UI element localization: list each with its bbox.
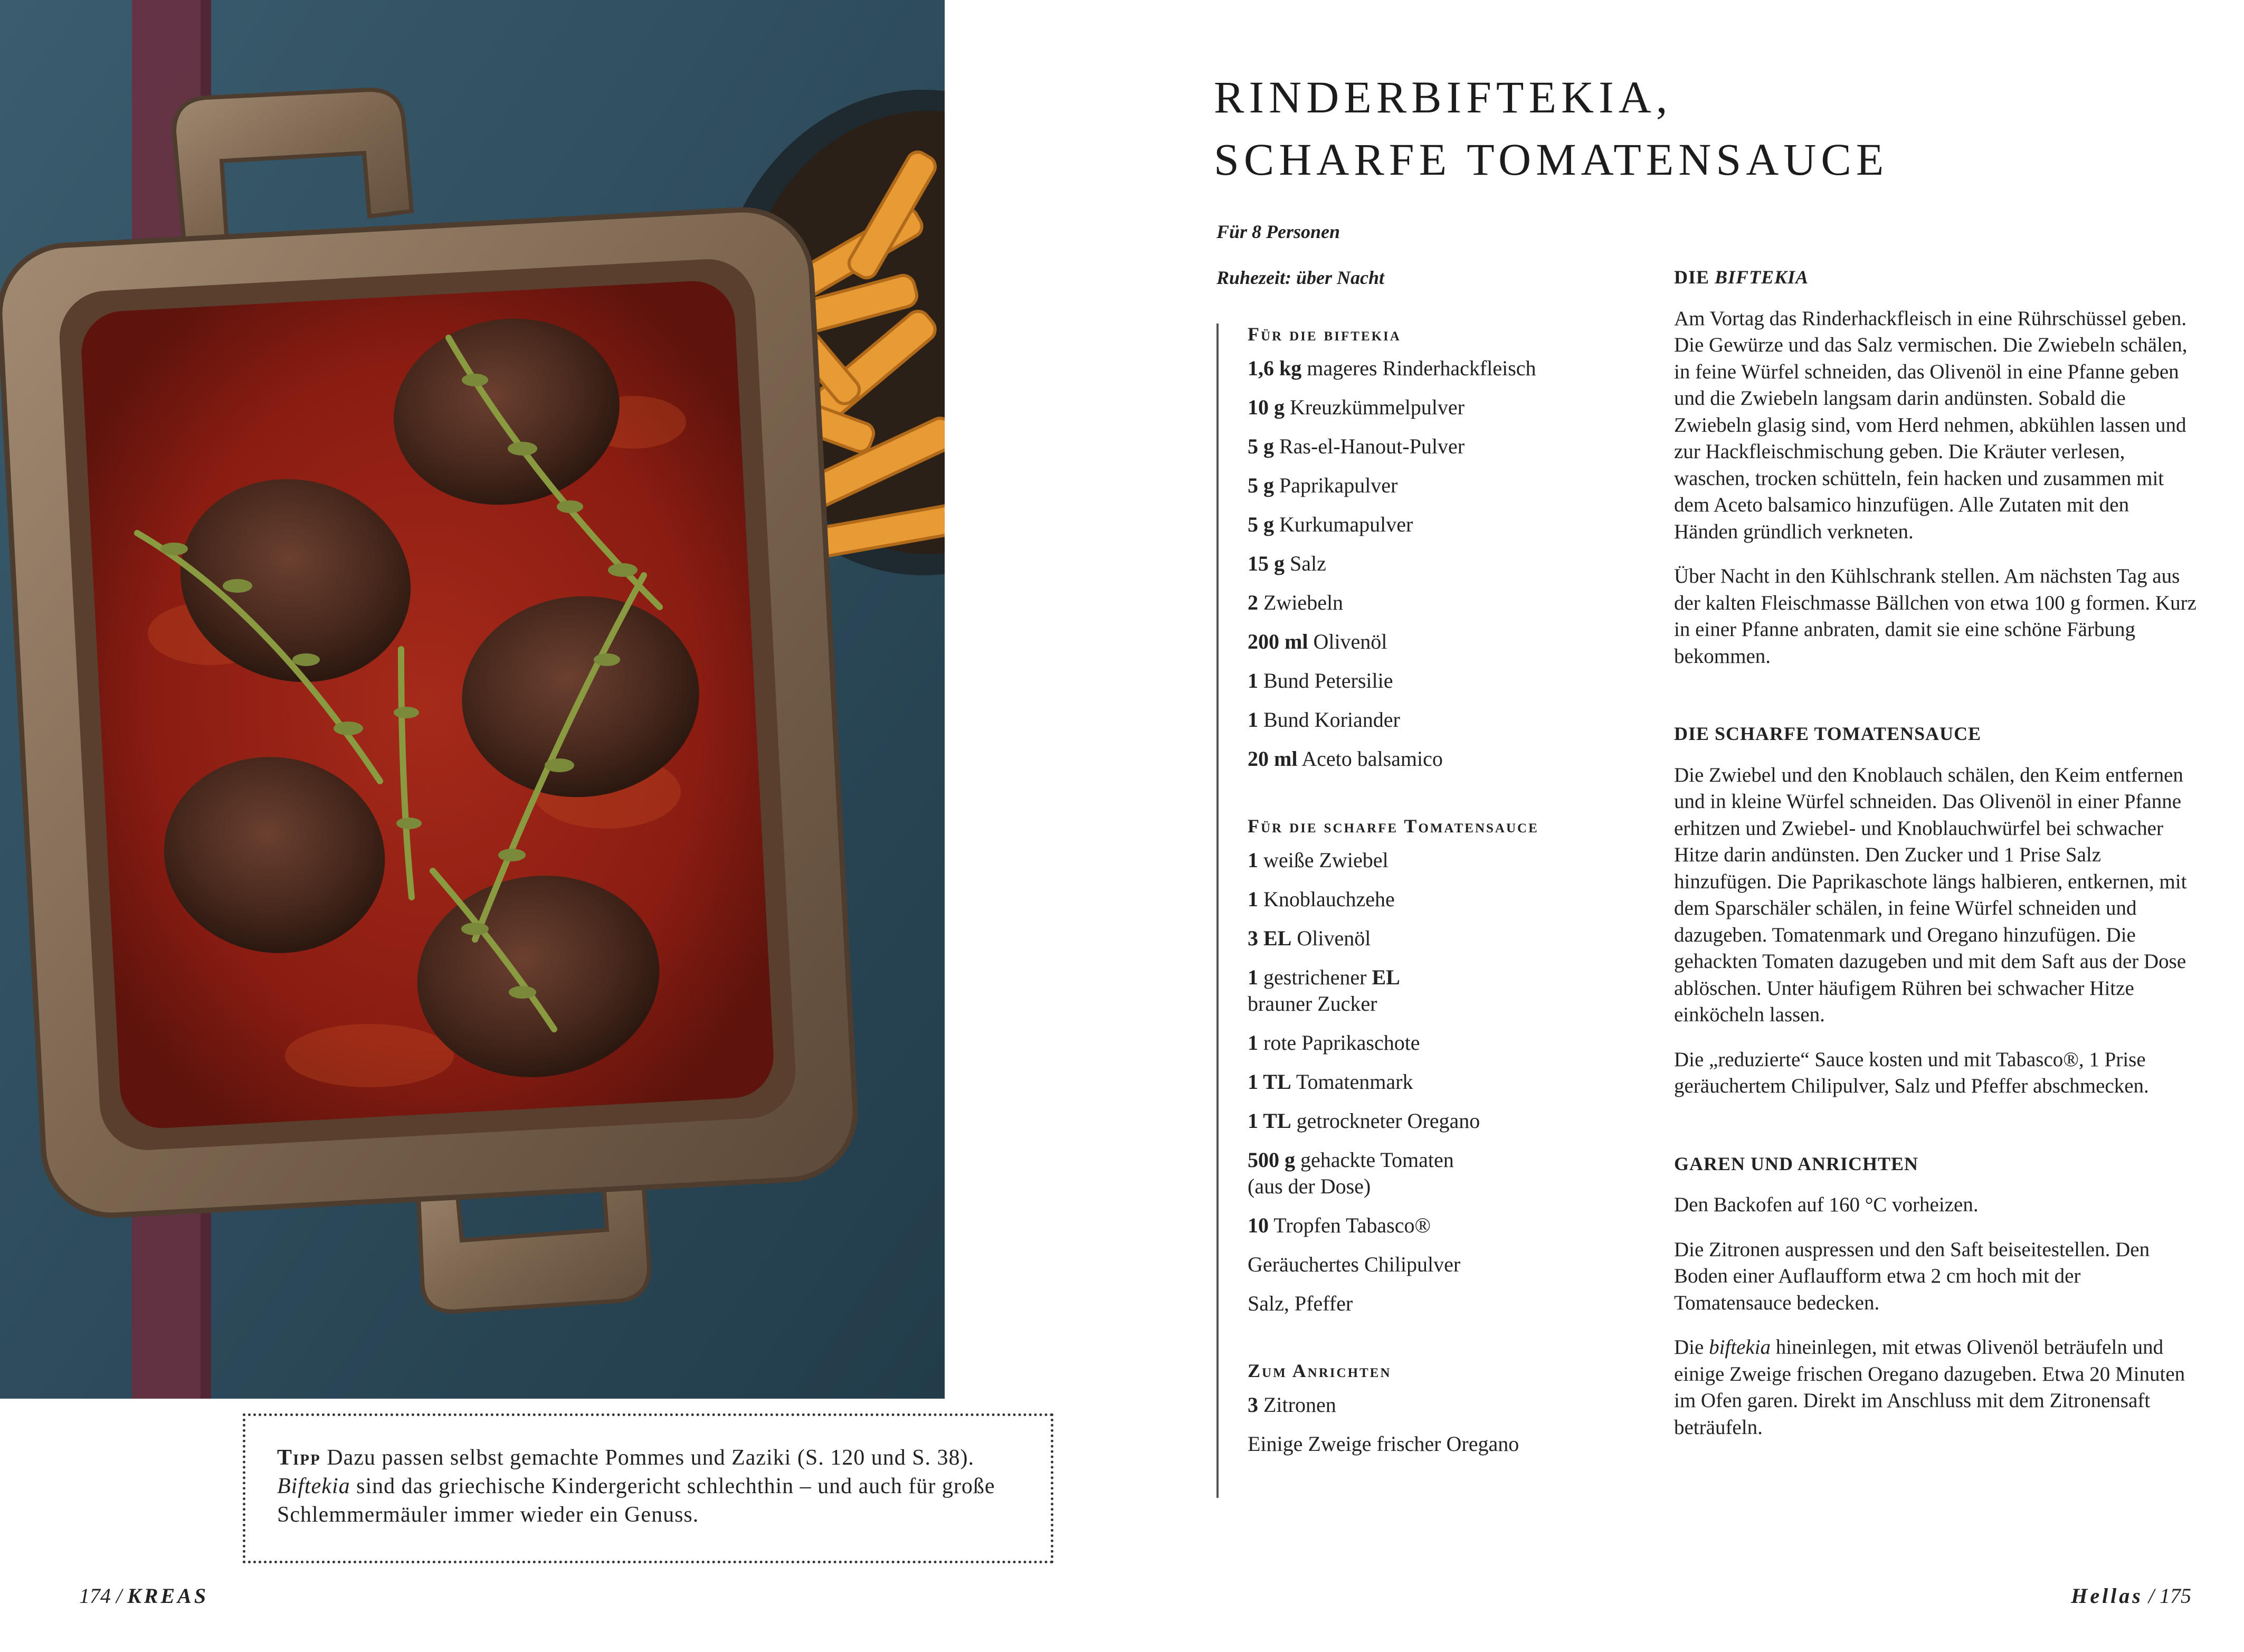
rest-time: Ruhezeit: über Nacht xyxy=(1216,267,1385,288)
ingredient-item xyxy=(1248,433,1618,460)
ingredient-quantity: 1 xyxy=(1248,1031,1258,1055)
ingredient-text: gehackte Tomaten xyxy=(1295,1148,1454,1172)
folio-right xyxy=(2071,1583,2191,1608)
folio-left xyxy=(79,1583,208,1608)
ingredient-text: weiße Zwiebel xyxy=(1258,848,1389,872)
ingredient-group-heading: Für die scharfe Tomatensauce xyxy=(1248,815,1539,837)
ingredient-text: Kurkumapulver xyxy=(1274,512,1413,536)
ingredient-quantity: 500 g xyxy=(1248,1148,1295,1172)
ingredient-item xyxy=(1248,707,1618,733)
ingredient-quantity: 5 g xyxy=(1248,434,1274,458)
ingredient-item xyxy=(1248,964,1618,1017)
ingredient-unit: EL xyxy=(1372,965,1400,989)
method-paragraph: Die Zwiebel und den Knoblauch schälen, den Keim entfernen und in kleine Würfel schneiden. Das Olivenöl in einer Pfanne erhitzen und Zwiebel- und Knoblauchwürfel bei schwacher Hitze darin andünsten. Den Zucker und 1 Prise Salz hinzufügen. Die Paprikaschote längs halbieren, entkernen, mit dem Sparschäler schälen, in feine Würfel schneiden und dazugeben. Tomatenmark und Oregano hinzufügen. Die gehackten Tomaten dazugeben und mit dem Saft aus der Dose ablöschen. Unter häufigem Rühren bei schwacher Hitze einköcheln lassen. xyxy=(1674,763,2187,1026)
ingredient-item xyxy=(1248,1030,1618,1056)
ingredient-item xyxy=(1248,629,1618,655)
ingredient-text: Einige Zweige frischer Oregano xyxy=(1248,1432,1519,1456)
ingredient-text: Zitronen xyxy=(1258,1393,1336,1417)
ingredient-item xyxy=(1248,1431,1618,1457)
folio-separator: / xyxy=(2143,1584,2160,1608)
tip-italic-term: Biftekia xyxy=(277,1474,350,1498)
ingredient-text: Tomatenmark xyxy=(1291,1070,1413,1094)
ingredient-quantity: 5 g xyxy=(1248,473,1274,497)
baking-pan xyxy=(0,90,859,1312)
method-paragraph: Am Vortag das Rinderhackfleisch in eine Rührschüssel geben. Die Gewürze und das Salz vermischen. Die Zwiebeln schälen, in feine Würfel schneiden, das Olivenöl in eine Pfanne geben und die Zwiebeln langsam darin andünsten. Sobald die Zwiebeln glasig sind, vom Herd nehmen, abkühlen lassen und zur Hackfleischmischung geben. Die Kräuter verlesen, waschen, trocken schütteln, fein hacken und zusammen mit dem Aceto balsamico hinzufügen. Alle Zutaten mit den Händen gründlich verkneten. xyxy=(1674,307,2188,543)
ingredient-text: mageres Rinderhackfleisch xyxy=(1301,356,1536,380)
method-heading-biftekia xyxy=(1674,264,2197,291)
ingredient-item xyxy=(1248,472,1618,499)
ingredient-quantity: 1 xyxy=(1248,669,1258,692)
method-heading-cooking: GAREN UND ANRICHTEN xyxy=(1674,1153,1919,1174)
ingredient-text-continued: brauner Zucker xyxy=(1248,992,1377,1015)
ingredient-text: Tropfen Tabasco® xyxy=(1269,1213,1431,1237)
ingredient-group-sauce xyxy=(1248,847,1618,1317)
ingredient-group-heading: Für die biftekia xyxy=(1248,324,1401,345)
section-name-left: KREAS xyxy=(127,1584,209,1608)
folio-separator: / xyxy=(111,1584,128,1608)
ingredient-text: Paprikapulver xyxy=(1274,473,1398,497)
recipe-title xyxy=(1214,66,1888,191)
ingredient-list xyxy=(1216,324,1618,1498)
ingredient-item xyxy=(1248,511,1618,538)
ingredient-item xyxy=(1248,847,1618,874)
ingredient-quantity: 5 g xyxy=(1248,512,1274,536)
ingredient-text: Bund Koriander xyxy=(1258,708,1400,732)
ingredient-quantity: 3 EL xyxy=(1248,926,1292,950)
ingredient-item xyxy=(1248,925,1618,952)
ingredient-item xyxy=(1248,1251,1618,1278)
method-paragraph: Die „reduzierte“ Sauce kosten und mit Tabasco®, 1 Prise geräuchertem Chilipulver, Salz und Pfeffer abschmecken. xyxy=(1674,1048,2149,1097)
ingredient-text: Kreuzkümmelpulver xyxy=(1285,395,1465,419)
ingredient-item xyxy=(1248,590,1618,616)
tip-text-2: sind das griechische Kindergericht schlechthin – und auch für große Schlemmermäuler immer wieder ein Genuss. xyxy=(277,1474,995,1527)
ingredient-group-biftekia xyxy=(1248,355,1618,772)
ingredient-quantity: 1 TL xyxy=(1248,1070,1291,1094)
method-column xyxy=(1674,264,2197,1459)
ingredient-quantity: 1 xyxy=(1248,708,1258,732)
method-heading-italic: BIFTEKIA xyxy=(1715,267,1809,288)
method-text: hineinlegen, mit etwas Olivenöl beträufeln und einige Zweige frischen Oregano dazugeben. Etwa 20 Minuten im Ofen garen. Direkt im Anschluss mit dem Zitronensaft beträufeln. xyxy=(1674,1336,2185,1439)
section-name-right: Hellas xyxy=(2071,1584,2143,1608)
ingredient-item xyxy=(1248,1290,1618,1317)
method-paragraph: Über Nacht in den Kühlschrank stellen. Am nächsten Tag aus der kalten Fleischmasse Bällchen von etwa 100 g formen. Kurz in einer Pfanne anbraten, damit sie eine schöne Färbung bekommen. xyxy=(1674,565,2197,668)
ingredient-text: Geräuchertes Chilipulver xyxy=(1248,1252,1461,1276)
ingredient-item xyxy=(1248,1212,1618,1239)
ingredient-item xyxy=(1248,1147,1618,1200)
ingredient-text: Knoblauchzehe xyxy=(1258,887,1395,911)
ingredient-quantity: 15 g xyxy=(1248,552,1285,575)
ingredient-text: Ras-el-Hanout-Pulver xyxy=(1274,434,1465,458)
ingredient-item xyxy=(1248,746,1618,772)
ingredient-text: Salz, Pfeffer xyxy=(1248,1292,1353,1315)
ingredient-quantity: 1 xyxy=(1248,848,1258,872)
ingredient-text: Olivenöl xyxy=(1291,926,1371,950)
ingredient-text: Zwiebeln xyxy=(1258,591,1344,614)
ingredient-text: Olivenöl xyxy=(1308,630,1387,653)
method-heading-sauce: DIE SCHARFE TOMATENSAUCE xyxy=(1674,723,1982,744)
tip-label: Tipp xyxy=(277,1446,321,1470)
page-number-left: 174 xyxy=(79,1584,111,1608)
tip-text-1: Dazu passen selbst gemachte Pommes und Zaziki (S. 120 und S. 38). xyxy=(320,1446,975,1470)
servings: Für 8 Personen xyxy=(1216,221,1340,242)
method-italic-term: biftekia xyxy=(1709,1336,1771,1359)
method-text: Die xyxy=(1674,1336,1709,1359)
ingredient-quantity: 2 xyxy=(1248,591,1258,614)
ingredient-group-heading: Zum Anrichten xyxy=(1248,1360,1392,1381)
ingredient-item xyxy=(1248,355,1618,382)
ingredient-item xyxy=(1248,394,1618,421)
ingredient-text: Bund Petersilie xyxy=(1258,669,1393,692)
method-paragraph xyxy=(1674,1334,2197,1441)
ingredient-item xyxy=(1248,1108,1618,1134)
ingredient-quantity: 1 TL xyxy=(1248,1109,1291,1133)
ingredient-item xyxy=(1248,550,1618,577)
page-number-right: 175 xyxy=(2160,1584,2191,1608)
ingredient-item xyxy=(1248,886,1618,913)
ingredient-group-serving xyxy=(1248,1392,1618,1457)
ingredient-item xyxy=(1248,1392,1618,1418)
ingredient-text: Aceto balsamico xyxy=(1297,747,1443,771)
ingredient-text-continued: (aus der Dose) xyxy=(1248,1174,1371,1198)
method-heading-prefix: DIE xyxy=(1674,267,1715,288)
ingredient-quantity: 20 ml xyxy=(1248,747,1298,771)
ingredient-quantity: 200 ml xyxy=(1248,630,1308,653)
ingredient-text: Salz xyxy=(1285,552,1326,575)
ingredient-quantity: 1 xyxy=(1248,887,1258,911)
ingredient-text: gestrichener xyxy=(1258,965,1372,989)
recipe-title-line-1: RINDERBIFTEKIA, xyxy=(1214,72,1672,122)
ingredient-quantity: 1 xyxy=(1248,965,1258,989)
method-paragraph: Den Backofen auf 160 °C vorheizen. xyxy=(1674,1193,1979,1216)
method-paragraph: Die Zitronen auspressen und den Saft beiseitestellen. Den Boden einer Auflaufform etwa 2 cm hoch mit der Tomatensauce bedecken. xyxy=(1674,1238,2150,1314)
tip-box xyxy=(243,1413,1053,1563)
ingredient-quantity: 3 xyxy=(1248,1393,1258,1417)
ingredient-quantity: 10 xyxy=(1248,1213,1269,1237)
ingredient-text: getrockneter Oregano xyxy=(1291,1109,1480,1133)
ingredient-item xyxy=(1248,1069,1618,1095)
ingredient-text: rote Paprikaschote xyxy=(1258,1031,1420,1055)
ingredient-quantity: 10 g xyxy=(1248,395,1285,419)
food-photo xyxy=(0,0,945,1399)
ingredient-item xyxy=(1248,668,1618,694)
ingredient-quantity: 1,6 kg xyxy=(1248,356,1302,380)
recipe-title-line-2: SCHARFE TOMATENSAUCE xyxy=(1214,134,1889,185)
